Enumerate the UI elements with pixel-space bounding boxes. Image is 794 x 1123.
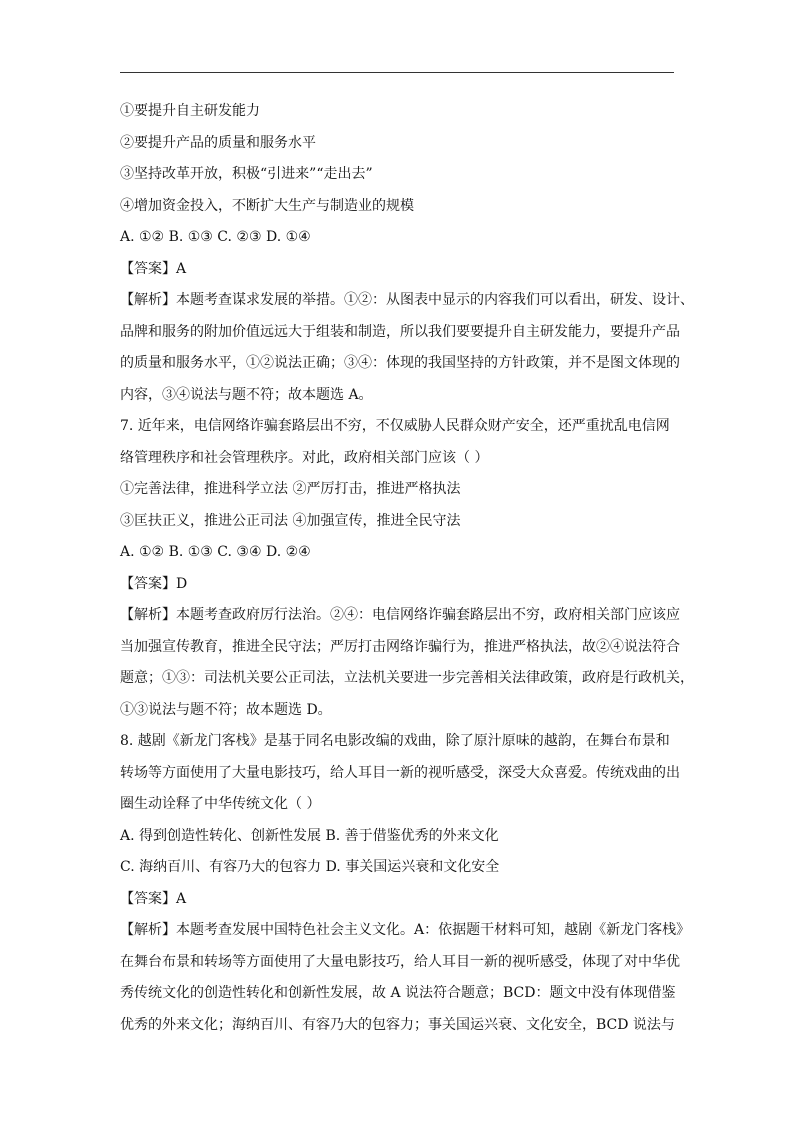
q7-stem-line: 7. 近年来，电信网络诈骗套路层出不穷，不仅威胁人民群众财产安全，还严重扰乱电信网	[120, 418, 670, 434]
q7-analysis-line: ①③说法与题不符；故本题选 D。	[120, 702, 332, 718]
q7-analysis-line: 当加强宣传教育，推进全民守法；严厉打击网络诈骗行为，推进严格执法，故②④说法符合	[120, 639, 680, 655]
q7-stem-line: 络管理秩序和社会管理秩序。对此，政府相关部门应该（ ）	[120, 450, 489, 466]
q6-option-4: ④增加资金投入，不断扩大生产与制造业的规模	[120, 198, 414, 214]
q8-answer: 【答案】A	[120, 891, 187, 907]
q8-stem-line: 8. 越剧《新龙门客栈》是基于同名电影改编的戏曲，除了原汁原味的越韵，在舞台布景和	[120, 733, 670, 749]
q7-options-3-4: ③匡扶正义，推进公正司法 ④加强宣传，推进全民守法	[120, 513, 461, 529]
q8-analysis-line: 优秀的外来文化；海纳百川、有容乃大的包容力；事关国运兴衰、文化安全，BCD 说法与	[120, 1017, 675, 1033]
q7-choices: A. ①② B. ①③ C. ③④ D. ②④	[120, 544, 311, 560]
q8-analysis-line: 【解析】本题考查发展中国特色社会主义文化。A：依据题干材料可知，越剧《新龙门客栈》	[120, 922, 691, 938]
q8-analysis-line: 在舞台布景和转场等方面使用了大量电影技巧，给人耳目一新的视听感受，体现了对中华优	[120, 954, 680, 970]
q7-answer: 【答案】D	[120, 576, 188, 592]
q8-analysis-line: 秀传统文化的创造性转化和创新性发展，故 A 说法符合题意；BCD：题文中没有体现借鉴	[120, 985, 676, 1001]
q6-analysis-line: 品牌和服务的附加价值远远大于组装和制造，所以我们要要提升自主研发能力，要提升产品	[120, 324, 680, 340]
q8-stem-line: 圈生动诠释了中华传统文化（ ）	[120, 796, 321, 812]
q6-option-3: ③坚持改革开放，积极“引进来”“走出去”	[120, 166, 373, 182]
q8-options-c-d: C. 海纳百川、有容乃大的包容力 D. 事关国运兴衰和文化安全	[120, 859, 500, 875]
q6-option-2: ②要提升产品的质量和服务水平	[120, 135, 316, 151]
q6-analysis-line: 的质量和服务水平，①②说法正确；③④：体现的我国坚持的方针政策，并不是图文体现的	[120, 355, 680, 371]
q7-options-1-2: ①完善法律，推进科学立法 ②严厉打击，推进严格执法	[120, 481, 461, 497]
q6-answer: 【答案】A	[120, 261, 187, 277]
q7-analysis-line: 【解析】本题考查政府厉行法治。②④：电信网络诈骗套路层出不穷，政府相关部门应该应	[120, 607, 680, 623]
q6-analysis-line: 【解析】本题考查谋求发展的举措。①②：从图表中显示的内容我们可以看出，研发、设计、	[120, 292, 694, 308]
header-rule	[120, 72, 674, 73]
q6-choices: A. ①② B. ①③ C. ②③ D. ①④	[120, 229, 311, 245]
q6-option-1: ①要提升自主研发能力	[120, 103, 260, 119]
q8-options-a-b: A. 得到创造性转化、创新性发展 B. 善于借鉴优秀的外来文化	[120, 828, 499, 844]
q6-analysis-line: 内容，③④说法与题不符；故本题选 A。	[120, 387, 373, 403]
q7-analysis-line: 题意；①③：司法机关要公正司法，立法机关要进一步完善相关法律政策，政府是行政机关，	[120, 670, 694, 686]
q8-stem-line: 转场等方面使用了大量电影技巧，给人耳目一新的视听感受，深受大众喜爱。传统戏曲的出	[120, 765, 680, 781]
